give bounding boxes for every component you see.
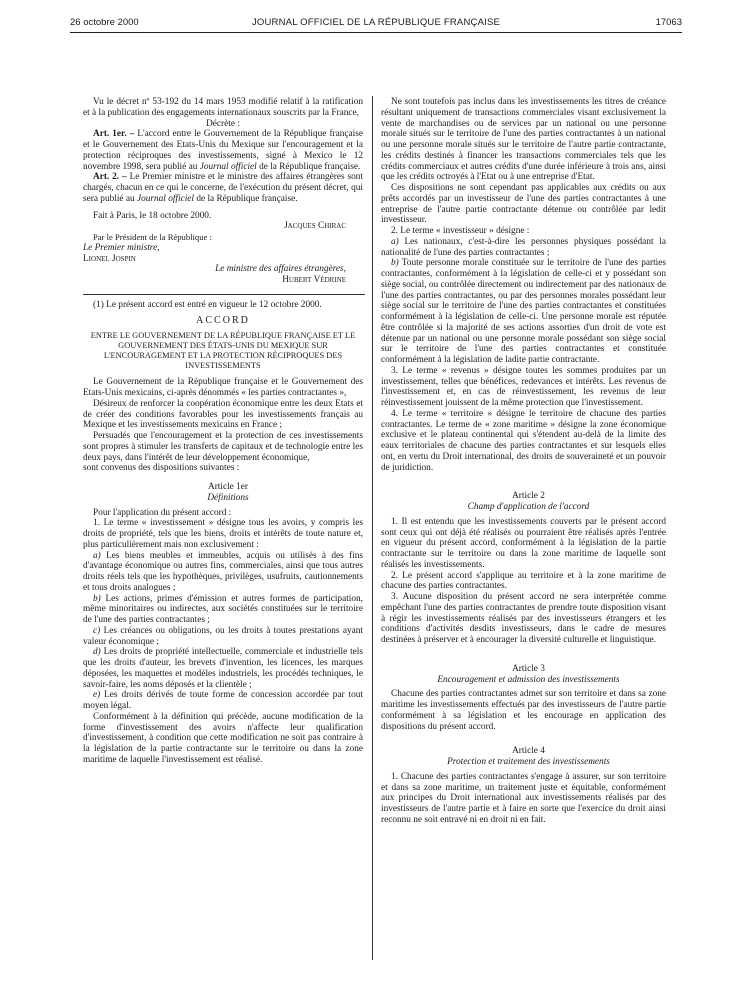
def-b-label: b) [93,593,101,604]
art2-journal: Journal officiel [136,193,195,204]
article-2-title: Article 2 [512,491,545,502]
def-c-label: c) [93,625,101,636]
par-le-president: Par le Président de la République : [93,232,212,242]
header-rule [70,32,682,33]
def-c-text: Les créances ou obligations, ou les droits à toutes prestations ayant valeur économique ; [83,625,363,647]
accord-full-title: ENTRE LE GOUVERNEMENT DE LA RÉPUBLIQUE FRANÇAISE ET LE GOUVERNEMENT DES ÉTATS-UNIS DU MEXIQUE SUR L'ENCOURAGEMENT ET LA PROTECTION RÉCIPROQUES DES INVESTISSEMENTS [90,331,356,371]
definition-c [83,626,363,648]
art2-label: Art. 2. – [93,172,127,183]
article-3-title: Article 3 [512,663,545,674]
art2-text-a: Le Premier ministre et le ministre des affaires étrangères sont chargés, chacun en ce qui le concerne, de l'exécution du présent décret, qui sera publié au [83,172,364,204]
inv-a-text: Les nationaux, c'est-à-dire les personnes physiques possédant la nationalité de l'une des parties contractantes ; [381,236,666,258]
preamble-2: Désireux de renforcer la coopération économique entre les deux Etats et de créer des conditions favorables pour les investissements français au Mexique et les investissements mexicains en France ; [83,398,363,431]
article-2-p1: 1. Il est entendu que les investissements couverts par le présent accord sont ceux qui ont déjà été réalisés ou pourraient être réalisés après l'entrée en vigueur du présent accord, conformément à la législation de la partie contractante sur le territoire ou dans la zone maritime de laquelle sont réalisés les investissements. [381,516,666,570]
fait-a-paris: Fait à Paris, le 18 octobre 2000. [93,210,212,221]
decree-article-1 [83,129,363,172]
inv-b-text: Toute personne morale constituée sur le territoire de l'une des parties contractantes, conformément à la législation de celle-ci et y possédant son siège social, ou contrôlée directement ou indirectement par des nationaux de l'une des parties contractantes, ou par des personnes morales possédant leur siège social sur le territoire de l'une des parties contractantes et constituées conformément à la législation de celle-ci. Une personne morale est réputée être contrôlée si la majorité de ses actions assorties d'un droit de vote est détenue par un national ou une personne morale possédant son siège social sur le territoire de l'une des parties contractantes et constituée conformément à la législation de ladite partie contractante. [381,258,666,365]
exclusions-exception: Ces dispositions ne sont cependant pas applicables aux crédits ou aux prêts accordés par un investisseur de l'une des parties contractantes à une entreprise de l'autre partie contractante détenue ou contrôlée par ledit investisseur. [381,183,666,226]
definition-b [83,594,363,626]
investor-b [381,258,666,366]
territoire-definition: 4. Le terme « territoire » désigne le territoire de chacune des parties contractantes. Le terme de « zone maritime » désigne la zone économique exclusive et le plateau continental qui s'étendent au-delà de la limite des eaux territoriales de chacune des parties contractantes et sur lesquels elles ont, en vertu du Droit international, des droits de souveraineté et un pouvoir de juridiction. [381,408,666,473]
article-4-p1: 1. Chacune des parties contractantes s'engage à assurer, sur son territoire et dans sa zone maritime, un traitement juste et équitable, conformément aux principes du Droit international aux investissements réalisés par des investisseurs de l'autre partie et à faire en sorte que l'exercice du droit ainsi reconnu ne soit entravé ni en droit ni en fait. [381,771,666,825]
accord-title: ACCORD [196,314,250,326]
preamble-3: Persuadés que l'encouragement et la protection de ces investissements sont propres à stimuler les transferts de capitaux et de technologie entre les deux pays, dans l'intérêt de leur développement économique, [83,431,363,463]
inv-b-label: b) [391,258,399,269]
definition-a [83,551,363,594]
header-date: 26 octobre 2000 [70,17,139,28]
article-3-subtitle: Encouragement et admission des investissements [437,674,620,685]
decrete-heading: Décrète : [206,118,240,129]
def-d-label: d) [93,647,101,658]
preamble-1: Le Gouvernement de la République française et le Gouvernement des Etats-Unis mexicains, ci-après dénommés « les parties contractantes », [83,377,363,398]
definition-1: 1. Le terme « investissement » désigne tous les avoirs, y compris les droits de propriété, tels que les biens, droits et intérêts de toute nature et, plus particulièrement mais non exclusivement : [83,518,363,550]
decree-visa: Vu le décret nº 53-192 du 14 mars 1953 modifié relatif à la ratification et à la publication des engagements internationaux souscrits par la France, [83,97,363,118]
exclusions-paragraph: Ne sont toutefois pas inclus dans les investissements les titres de créance résultant uniquement de transactions commerciales visant exclusivement la vente de marchandises ou de services par un national ou une personne morale situés sur le territoire de l'une des parties contractantes à un national ou une personne morale situés sur le territoire de l'autre partie contractante, les crédits destinés à financer les transactions commerciales tels que les crédits commerciaux et autres crédits d'une durée inférieure à trois ans, ainsi que les crédits octroyés à l'Etat ou à une entreprise d'Etat. [381,97,666,183]
investor-a [381,237,666,259]
art1-text-a: L'accord entre le Gouvernement de la République française et le Gouvernement des Etats-Unis du Mexique sur l'encouragement et la protection réciproques des investissements, signé à Mexico le 12 novembre 1998, sera publié au [83,129,363,172]
art1-text-b: de la République française. [256,161,361,172]
definition-conformity: Conformément à la définition qui précède, aucune modification de la forme d'investissement des avoirs n'affecte leur qualification d'investissement, à condition que cette modification ne soit pas contraire à la législation de la partie contractante sur le territoire ou dans la zone maritime de laquelle l'investissement est réalisé. [83,711,363,765]
mae-title: Le ministre des affaires étrangères, [215,264,346,275]
article-2-p2: 2. Le présent accord s'applique au territoire et à la zone maritime de chacune des parties contractantes. [381,570,666,592]
art1-label: Art. 1er. – [93,129,135,140]
art2-text-b: de la République française. [194,193,298,204]
column-divider [372,96,373,960]
art1-journal: Journal officiel [199,161,257,172]
preamble-4: sont convenus des dispositions suivantes : [83,463,240,474]
footnote: (1) Le présent accord est entré en vigueur le 12 octobre 2000. [93,299,322,310]
article-4-subtitle: Protection et traitement des investissements [447,757,610,767]
pm-title: Le Premier ministre, [83,242,160,253]
def-b-text: Les actions, primes d'émission et autres formes de participation, même minoritaires ou indirectes, aux sociétés constituées sur le territoire de l'une des parties contractantes ; [83,593,363,625]
page-header [70,17,682,33]
definitions-intro: Pour l'application du présent accord : [93,507,232,518]
article-2-subtitle: Champ d'application de l'accord [467,502,590,512]
revenus-definition: 3. Le terme « revenus » désigne toutes les sommes produites par un investissement, telles que bénéfices, redevances et intérêts. Les revenus de l'investissement et, en cas de réinvestissement, les revenus de leur réinvestissement jouissent de la même protection que l'investissement. [381,365,666,408]
investor-definition: 2. Le terme « investisseur » désigne : [391,226,530,236]
def-a-text: Les biens meubles et immeubles, acquis ou utilisés à des fins d'avantage économique ou autres fins, commerciales, ainsi que tous autres droits réels tels que les hypothèques, privilèges, usufruits, cautionnements et tous droits analogues ; [83,550,363,593]
def-a-label: a) [93,550,101,561]
header-page-number: 17063 [655,17,682,28]
right-column [381,97,666,826]
definition-d [83,647,363,690]
footnote-rule [83,294,365,295]
def-d-text: Les droits de propriété intellectuelle, commerciale et industrielle tels que les droits d'auteur, les brevets d'invention, les licences, les marques déposées, les maquettes et modèles industriels, les procédés techniques, le savoir-faire, les noms déposés et la clientèle ; [83,647,363,690]
inv-a-label: a) [391,236,399,247]
header-journal-title: JOURNAL OFFICIEL DE LA RÉPUBLIQUE FRANÇAISE [251,17,501,28]
article-1-subtitle: Définitions [207,492,249,503]
def-e-label: e) [93,690,101,701]
article-3-p1: Chacune des parties contractantes admet sur son territoire et dans sa zone maritime les investissements effectués par des investisseurs de l'autre partie conformément à sa législation et les encourage en application des dispositions du présent accord. [381,689,666,732]
def-e-text: Les droits dérivés de toute forme de concession accordée par tout moyen légal. [83,690,363,711]
definition-e [83,690,363,712]
article-1-title: Article 1er [207,482,248,492]
decree-article-2 [83,172,363,204]
left-column [83,97,363,766]
article-4-title: Article 4 [512,746,545,757]
article-2-p3: 3. Aucune disposition du présent accord ne sera interprétée comme empêchant l'une des parties contractantes de prendre toute disposition visant à régir les investissements réalisés par des investisseurs étrangers et les conditions d'activités desdits investisseurs, dans le cadre de mesures destinées à préserver et à encourager la diversité culturelle et linguistique. [381,592,666,645]
mae-name: Hubert Védrine [282,275,346,285]
signature-president: Jacques Chirac [284,221,346,232]
pm-name: Lionel Jospin [83,253,136,264]
